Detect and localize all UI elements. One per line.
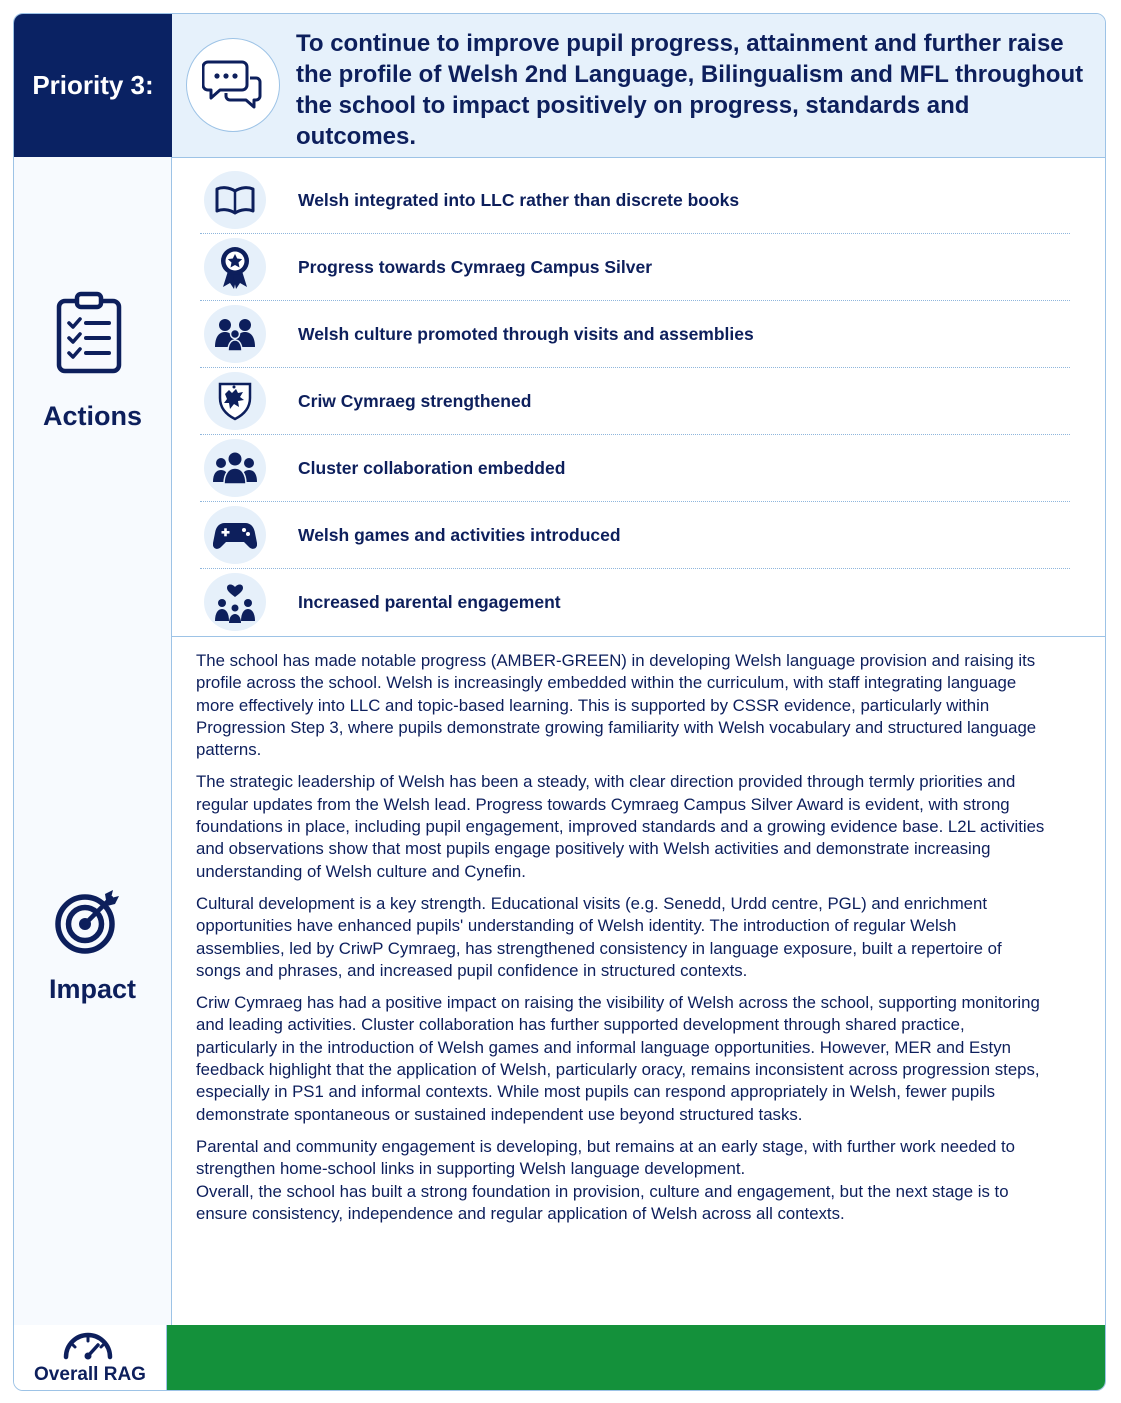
impact-paragraph: Criw Cymraeg has had a positive impact on raising the visibility of Welsh across the school, supporting monitoring and leading activities. Cluster collaboration has further supported development through shared practice, particularly in the introduction of Welsh games and informal language opportunities. However, MER and Estyn feedback highlight that the application of Welsh, particularly oracy, remains inconsistent across progression steps, especially in PS1 and informal contexts. While most pupils can respond appropriately in Welsh, fewer pupils demonstrate spontaneous or sustained independent use beyond structured tasks. <box>196 993 1040 1124</box>
welsh-dragon-shield-icon <box>204 372 266 430</box>
clipboard-checklist-icon <box>55 291 123 380</box>
action-label: Cluster collaboration embedded <box>298 457 566 478</box>
game-controller-icon <box>204 506 266 564</box>
list-item <box>200 234 1070 301</box>
priority-card <box>13 13 1106 1391</box>
impact-paragraph: The strategic leadership of Welsh has been a steady, with clear direction provided through termly priorities and regular updates from the Welsh lead. Progress towards Cymraeg Campus Silver Award is evident, with strong foundations in place, including pupil engagement, improved standards and a growing evidence base. L2L activities and observations show that most pupils engage positively with Welsh activities and demonstrate increasing understanding of Welsh culture and Cynefin. <box>196 772 1045 881</box>
priority-statement-cell <box>172 14 1105 157</box>
priority-header-row <box>14 14 1105 158</box>
overall-rag-row <box>14 1325 1105 1391</box>
action-label: Criw Cymraeg strengthened <box>298 390 532 411</box>
list-item <box>200 502 1070 569</box>
action-label: Welsh culture promoted through visits and assemblies <box>298 323 754 344</box>
list-item <box>200 301 1070 368</box>
list-item <box>200 167 1070 234</box>
action-label: Progress towards Cymraeg Campus Silver <box>298 256 653 277</box>
actions-heading: Actions <box>42 401 142 431</box>
rag-status-fill <box>167 1325 1105 1391</box>
chat-bubbles-icon <box>186 38 280 132</box>
family-heart-icon <box>204 573 266 631</box>
impact-paragraph: Overall, the school has built a strong foundation in provision, culture and engagement, but the next stage is to ensure consistency, independence and regular application of Welsh across all contexts. <box>196 1181 1009 1223</box>
speedometer-icon <box>60 1329 116 1366</box>
action-label: Welsh games and activities introduced <box>298 524 621 545</box>
actions-row <box>14 157 1105 637</box>
priority-statement: To continue to improve pupil progress, attainment and further raise the profile of Welsh 2nd Language, Bilingualism and MFL throughout the school to impact positively on progress, standards and outcomes. <box>296 30 1084 150</box>
impact-body <box>196 650 1046 1235</box>
action-label: Increased parental engagement <box>298 591 561 612</box>
impact-heading: Impact <box>48 974 137 1004</box>
overall-rag-label-cell <box>14 1325 167 1391</box>
list-item <box>200 368 1070 435</box>
target-icon <box>53 888 123 961</box>
impact-paragraph: Cultural development is a key strength. Educational visits (e.g. Senedd, Urdd centre, PGL) and enrichment opportunities have enhanced pupils' understanding of Welsh identity. The introduction of regular Welsh assemblies, led by CriwP Cymraeg, has strengthened consistency in language exposure, built a repertoire of songs and phrases, and increased pupil confidence in structured contexts. <box>196 893 1002 980</box>
list-item <box>200 435 1070 502</box>
open-book-icon <box>204 171 266 229</box>
impact-paragraph: Parental and community engagement is developing, but remains at an early stage, with further work needed to strengthen home-school links in supporting Welsh language development. <box>196 1136 1016 1179</box>
list-item <box>200 569 1070 635</box>
priority-label: Priority 3: <box>14 14 172 157</box>
actions-label-cell <box>14 157 172 636</box>
impact-label-cell <box>14 636 172 1325</box>
impact-row <box>14 636 1105 1326</box>
actions-list <box>200 167 1070 635</box>
people-group-icon <box>204 305 266 363</box>
action-label: Welsh integrated into LLC rather than discrete books <box>298 189 740 210</box>
impact-paragraph: The school has made notable progress (AMBER-GREEN) in developing Welsh language provision and raising its profile across the school. Welsh is increasingly embedded within the curriculum, with staff integrating language more effectively into LLC and topic-based learning. This is supported by CSSR evidence, particularly within Progression Step 3, where pupils demonstrate growing familiarity with Welsh vocabulary and structured language patterns. <box>196 651 1037 760</box>
team-icon <box>204 439 266 497</box>
overall-rag-label: Overall RAG <box>34 1364 146 1385</box>
award-rosette-icon <box>204 238 266 296</box>
